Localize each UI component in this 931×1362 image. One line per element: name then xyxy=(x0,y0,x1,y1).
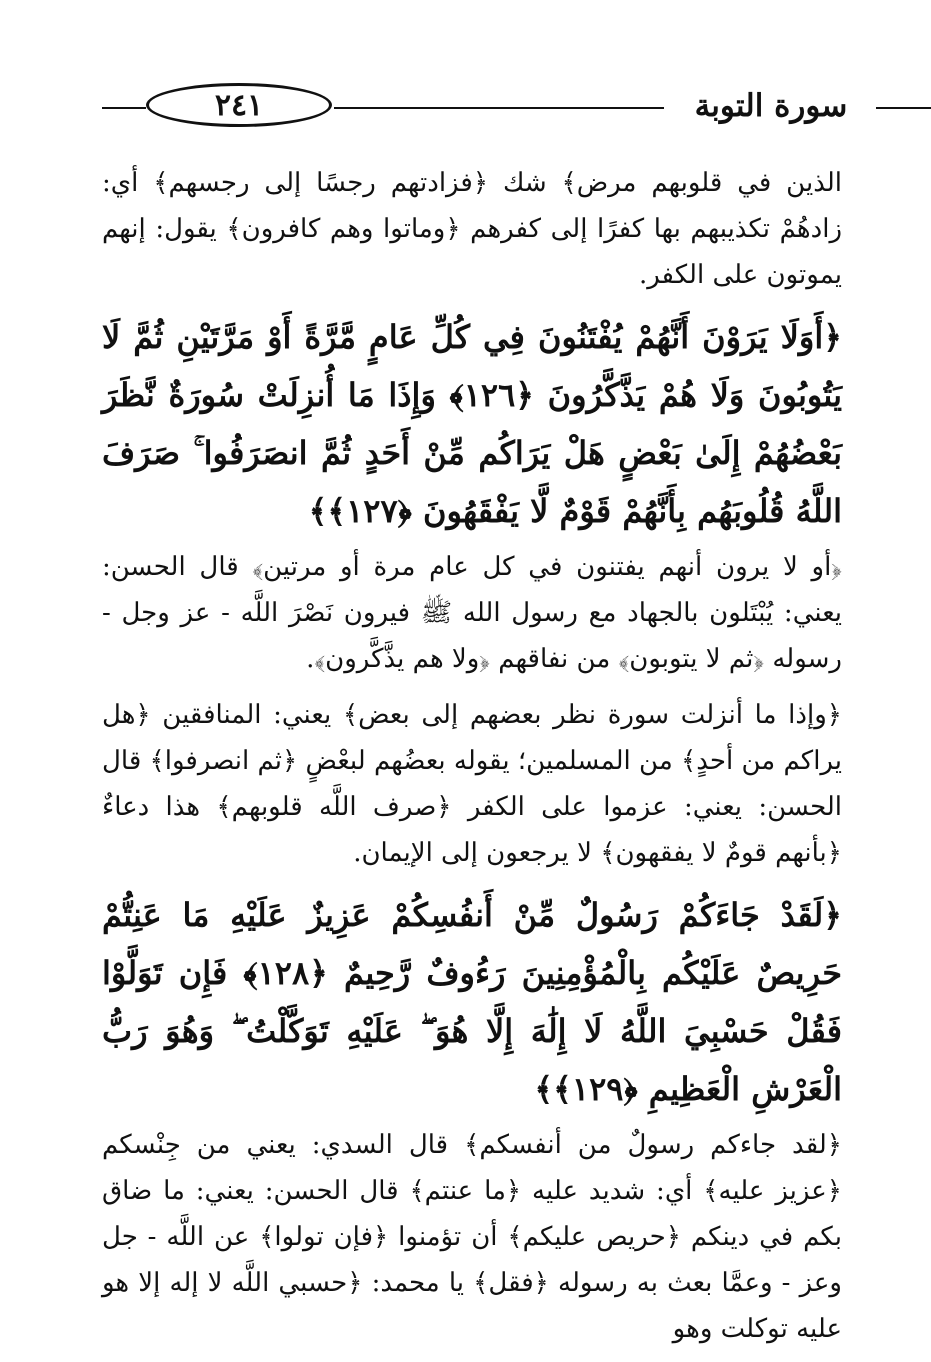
page-number-oval xyxy=(146,83,332,127)
quran-verse-block: ﴿لَقَدْ جَاءَكُمْ رَسُولٌ مِّنْ أَنفُسِكُمْ عَزِيزٌ عَلَيْهِ مَا عَنِتُّمْ حَرِيصٌ عَلَيْكُم بِالْمُؤْمِنِينَ رَءُوفٌ رَّحِيمٌ ﴿١٢٨﴾ فَإِن تَوَلَّوْا فَقُلْ حَسْبِيَ اللَّهُ لَا إِلَٰهَ إِلَّا هُوَ ۖ عَلَيْهِ تَوَكَّلْتُ ۖ وَهُوَ رَبُّ الْعَرْشِ الْعَظِيمِ ﴿١٢٩﴾﴾ xyxy=(102,896,843,1108)
header-rule-left xyxy=(102,107,146,109)
header-rule-right xyxy=(876,107,931,109)
header-rule-middle xyxy=(334,107,664,109)
quran-verse-block: ﴿أَوَلَا يَرَوْنَ أَنَّهُمْ يُفْتَنُونَ فِي كُلِّ عَامٍ مَّرَّةً أَوْ مَرَّتَيْنِ ثُمَّ لَا يَتُوبُونَ وَلَا هُمْ يَذَّكَّرُونَ ﴿١٢٦﴾ وَإِذَا مَا أُنزِلَتْ سُورَةٌ نَّظَرَ بَعْضُهُمْ إِلَىٰ بَعْضٍ هَلْ يَرَاكُم مِّنْ أَحَدٍ ثُمَّ انصَرَفُوا ۚ صَرَفَ اللَّهُ قُلُوبَهُم بِأَنَّهُمْ قَوْمٌ لَّا يَفْقَهُونَ ﴿١٢٧﴾﴾ xyxy=(102,318,843,530)
surah-title: سورة التوبة xyxy=(694,88,848,124)
commentary-paragraph: ﴿أو لا يرون أنهم يفتنون في كل عام مرة أو مرتين﴾ قال الحسن: يعني: يُبْتَلون بالجهاد مع رسول الله ﷺ فيرون نَصْرَ اللَّه - عز وجل - رسوله ﴿ثم لا يتوبون﴾ من نفاقهم ﴿ولا هم يذَّكَّرون﴾. xyxy=(102,552,842,674)
page-header xyxy=(102,80,848,132)
page-body xyxy=(102,160,842,1362)
page-number: ٢٤١ xyxy=(214,87,264,123)
commentary-paragraph: الذين في قلوبهم مرض﴾ شك ﴿فزادتهم رجسًا إلى رجسهم﴾ أي: زادهُمْ تكذيبهم بها كفرًا إلى كفرهم ﴿وماتوا وهم كافرون﴾ يقول: إنهم يموتون على الكفر. xyxy=(102,168,842,290)
commentary-paragraph: ﴿لقد جاءكم رسولٌ من أنفسكم﴾ قال السدي: يعني من جِنْسكم ﴿عزيز عليه﴾ أي: شديد عليه ﴿ما عنتم﴾ قال الحسن: يعني: ما ضاق بكم في دينكم ﴿حريص عليكم﴾ أن تؤمنوا ﴿فإن تولوا﴾ عن اللَّه - جل وعز - وعمَّا بعث به رسوله ﴿فقل﴾ يا محمد: ﴿حسبي اللَّه لا إله إلا هو عليه توكلت وهو xyxy=(102,1130,842,1344)
commentary-paragraph: ﴿وإذا ما أنزلت سورة نظر بعضهم إلى بعض﴾ يعني: المنافقين ﴿هل يراكم من أحدٍ﴾ من المسلمين؛ يقوله بعضُهم لبعْضٍ ﴿ثم انصرفوا﴾ قال الحسن: يعني: عزموا على الكفر ﴿صرف اللَّه قلوبهم﴾ هذا دعاءٌ ﴿بأنهم قومٌ لا يفقهون﴾ لا يرجعون إلى الإيمان. xyxy=(102,700,842,868)
